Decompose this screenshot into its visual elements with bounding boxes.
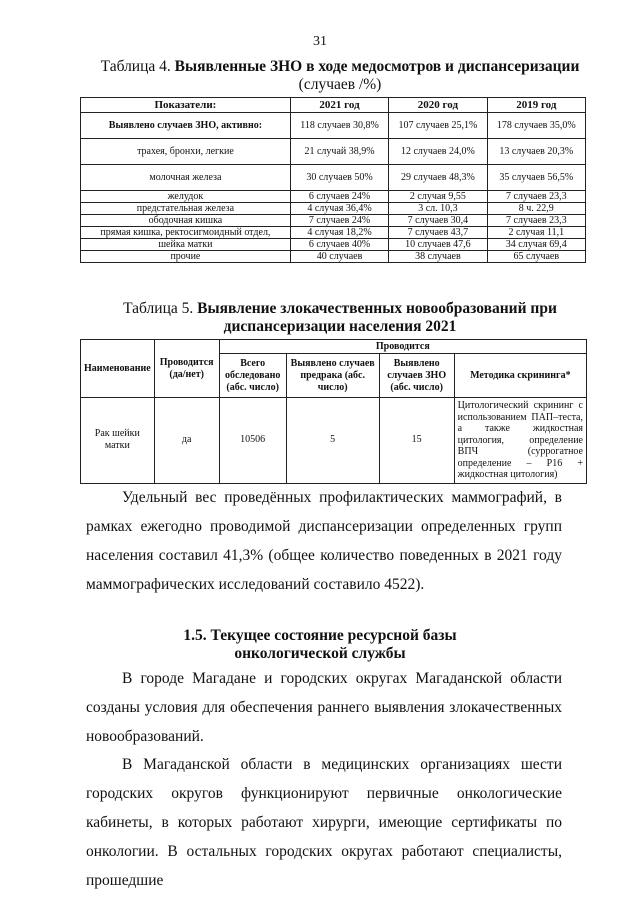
cell-2020: 38 случаев — [389, 251, 487, 263]
row-label: трахея, бронхи, легкие — [81, 139, 291, 165]
table-row — [81, 191, 586, 203]
cell-total: 10506 — [219, 398, 286, 484]
table4-caption — [60, 58, 620, 94]
table-row — [81, 165, 586, 191]
table5-header-name: Наименование — [81, 340, 155, 398]
paragraph-conditions — [86, 664, 562, 751]
paragraph-cabinets — [86, 750, 562, 895]
cell-2020: 29 случаев 48,3% — [389, 165, 487, 191]
table5-caption-title-line1: Выявление злокачественных новообразований при — [197, 300, 557, 317]
table5-header-conducted: Проводится (да/нет) — [154, 340, 219, 398]
table5 — [80, 339, 587, 484]
table-row — [81, 203, 586, 215]
table4-caption-prefix: Таблица 4. — [100, 58, 171, 75]
table4-caption-unit: (случаев /%) — [298, 76, 382, 93]
table5-caption — [60, 300, 620, 336]
table4-header-2021: 2021 год — [290, 98, 388, 113]
cell-2021: 21 случай 38,9% — [290, 139, 388, 165]
cell-2020: 7 случаев 30,4 — [389, 215, 487, 227]
cell-2019: 35 случаев 56,5% — [487, 165, 585, 191]
cell-2021: 30 случаев 50% — [290, 165, 388, 191]
table5-header-method: Методика скрининга* — [454, 354, 586, 398]
section-title-line2: онкологической службы — [234, 645, 406, 662]
cell-name: Рак шейки матки — [81, 398, 155, 484]
cell-2021: 40 случаев — [290, 251, 388, 263]
table5-header-row — [81, 340, 587, 354]
cell-zno: 15 — [379, 398, 454, 484]
table5-header-group: Проводится — [219, 340, 586, 354]
row-label: предстательная железа — [81, 203, 291, 215]
table5-header-zno: Выявлено случаев ЗНО (абс. число) — [379, 354, 454, 398]
row-label: прямая кишка, ректосигмоидный отдел, — [81, 227, 291, 239]
page-number: 31 — [313, 34, 327, 49]
cell-2021: 4 случая 36,4% — [290, 203, 388, 215]
cell-2021: 6 случаев 24% — [290, 191, 388, 203]
table4-header-indicators: Показатели: — [81, 98, 291, 113]
cell-conducted: да — [154, 398, 219, 484]
table4-header-2020: 2020 год — [389, 98, 487, 113]
cell-2021: 118 случаев 30,8% — [290, 113, 388, 139]
table4-caption-title: Выявленные ЗНО в ходе медосмотров и диспансеризации — [174, 58, 580, 75]
table-row — [81, 251, 586, 263]
table5-header-total: Всего обследовано (абс. число) — [219, 354, 286, 398]
table4-header-2019: 2019 год — [487, 98, 585, 113]
row-label: желудок — [81, 191, 291, 203]
table-row — [81, 139, 586, 165]
cell-2021: 7 случаев 24% — [290, 215, 388, 227]
table4-header-row — [81, 98, 586, 113]
paragraph-mammography-text: Удельный вес проведённых профилактических маммографий, в рамках ежегодно проводимой диспансеризации определенных групп населения составил 41,3% (общее количество поведенных в 2021 году маммографических исследований составило 4522). — [86, 489, 562, 593]
row-label: прочие — [81, 251, 291, 263]
paragraph-conditions-text: В городе Магадане и городских округах Магаданской области созданы условия для обеспечения раннего выявления злокачественных новообразований. — [86, 670, 562, 745]
row-label: Выявлено случаев ЗНО, активно: — [81, 113, 291, 139]
cell-2019: 178 случаев 35,0% — [487, 113, 585, 139]
row-label: ободочная кишка — [81, 215, 291, 227]
section-title — [60, 627, 580, 663]
cell-2020: 10 случаев 47,6 — [389, 239, 487, 251]
paragraph-mammography — [86, 483, 562, 599]
cell-method: Цитологический скрининг с использованием ПАП–теста, а также жидкостная цитология, определение ВПЧ (суррогатное определение – P16 + жидкостная цитология) — [454, 398, 586, 484]
cell-2020: 107 случаев 25,1% — [389, 113, 487, 139]
cell-2019: 7 случаев 23,3 — [487, 215, 585, 227]
table5-header-precancer: Выявлено случаев предрака (абс. число) — [286, 354, 379, 398]
table-row — [81, 398, 587, 484]
cell-precancer: 5 — [286, 398, 379, 484]
cell-2019: 2 случая 11,1 — [487, 227, 585, 239]
paragraph-cabinets-text: В Магаданской области в медицинских организациях шести городских округов функционируют первичные онкологические кабинеты, в которых работают хирурги, имеющие сертификаты по онкологии. В остальных городских округах работают специалисты, прошедшие — [86, 756, 562, 889]
cell-2020: 12 случаев 24,0% — [389, 139, 487, 165]
cell-2019: 65 случаев — [487, 251, 585, 263]
cell-2019: 7 случаев 23,3 — [487, 191, 585, 203]
table-row — [81, 215, 586, 227]
cell-2020: 7 случаев 43,7 — [389, 227, 487, 239]
table4 — [80, 97, 586, 263]
row-label: шейка матки — [81, 239, 291, 251]
table-row — [81, 113, 586, 139]
cell-2021: 4 случая 18,2% — [290, 227, 388, 239]
cell-2020: 3 сл. 10,3 — [389, 203, 487, 215]
table5-caption-title-line2: диспансеризации населения 2021 — [223, 318, 457, 335]
table-row — [81, 227, 586, 239]
cell-2019: 8 ч. 22,9 — [487, 203, 585, 215]
section-title-line1: 1.5. Текущее состояние ресурсной базы — [183, 627, 457, 644]
row-label: молочная железа — [81, 165, 291, 191]
table-row — [81, 239, 586, 251]
cell-2020: 2 случая 9,55 — [389, 191, 487, 203]
cell-2019: 34 случая 69,4 — [487, 239, 585, 251]
table5-caption-prefix: Таблица 5. — [123, 300, 194, 317]
cell-2019: 13 случаев 20,3% — [487, 139, 585, 165]
cell-2021: 6 случаев 40% — [290, 239, 388, 251]
